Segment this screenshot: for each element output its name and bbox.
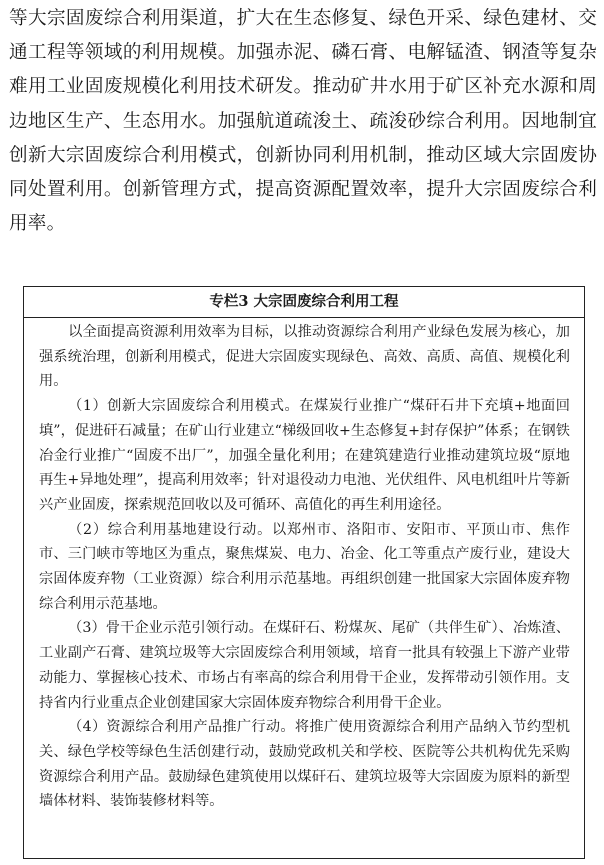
box-paragraph: （2）综合利用基地建设行动。以郑州市、洛阳市、安阳市、平顶山市、焦作市、三门峡市等地区为重点，聚焦煤炭、电力、冶金、化工等重点产废行业，建设大宗固体废弃物（工业资源）综合利用示范基地。再组织创建一批国家大宗固体废弃物综合利用示范基地。: [39, 521, 570, 612]
box-paragraph: 以全面提高资源利用效率为目标，以推动资源综合利用产业绿色发展为核心，加强系统治理，创新利用模式，促进大宗固废实现绿色、高效、高质、高值、规模化利用。: [39, 324, 570, 390]
intro-paragraph: 等大宗固废综合利用渠道，扩大在生态修复、绿色开采、绿色建材、交通工程等领域的利用规模。加强赤泥、磷石膏、电解锰渣、钢渣等复杂难用工业固废规模化利用技术研发。推动矿井水用于矿区补充水源和周边地区生产、生态用水。加强航道疏浚土、疏浚砂综合利用。因地制宜创新大宗固废综合利用模式，创新协同利用机制，推动区域大宗固废协同处置利用。创新管理方式，提高资源配置效率，提升大宗固废综合利用率。: [9, 8, 597, 235]
box-paragraph: （1）创新大宗固废综合利用模式。在煤炭行业推广“煤矸石井下充填+地面回填”，促进矸石减量；在矿山行业建立“梯级回收+生态修复+封存保护”体系；在钢铁冶金行业推广“固废不出厂”，加强全量化利用；在建筑建造行业推动建筑垃圾“原地再生+异地处理”，提高利用效率；针对退役动力电池、光伏组件、风电机组叶片等新兴产业固废，探索规范回收以及可循环、高值化的再生利用途径。: [39, 398, 570, 513]
box-title: 专栏3 大宗固废综合利用工程: [24, 287, 584, 318]
intro-text: [9, 2, 597, 241]
feature-box: [23, 286, 585, 859]
box-paragraph: （3）骨干企业示范引领行动。在煤矸石、粉煤灰、尾矿（共伴生矿）、冶炼渣、工业副产石膏、建筑垃圾等大宗固废综合利用领域，培育一批具有较强上下游产业带动能力、掌握核心技术、市场占有率高的综合利用骨干企业，发挥带动引领作用。支持省内行业重点企业创建国家大宗固体废弃物综合利用骨干企业。: [39, 620, 570, 711]
box-body: [24, 318, 584, 814]
box-paragraph: （4）资源综合利用产品推广行动。将推广使用资源综合利用产品纳入节约型机关、绿色学校等绿色生活创建行动，鼓励党政机关和学校、医院等公共机构优先采购资源综合利用产品。鼓励绿色建筑使用以煤矸石、建筑垃圾等大宗固废为原料的新型墙体材料、装饰装修材料等。: [39, 719, 570, 810]
